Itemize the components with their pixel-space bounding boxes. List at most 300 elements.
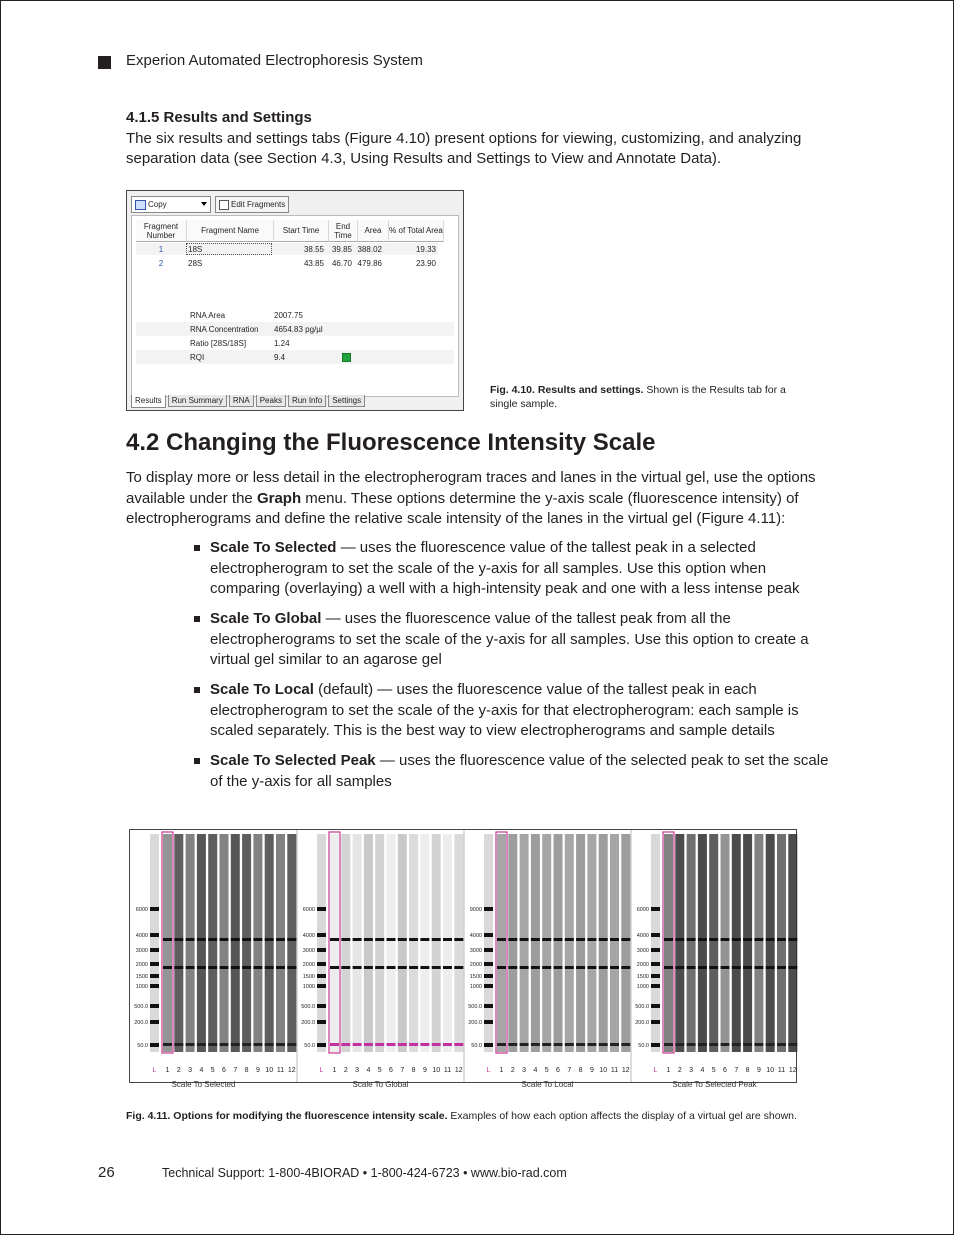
ladder-band	[317, 933, 326, 937]
band-28s	[231, 938, 240, 941]
marker-band	[664, 1043, 673, 1046]
band-18s	[208, 966, 217, 969]
ladder-tick-label: 1500	[302, 974, 315, 980]
marker-band	[287, 1043, 296, 1046]
band-18s	[621, 966, 630, 969]
marker-band	[220, 1043, 229, 1046]
ladder-tick-label: 500.0	[635, 1004, 649, 1010]
band-18s	[587, 966, 596, 969]
band-28s	[621, 938, 630, 941]
sample-lane	[220, 834, 229, 1052]
tab-run-summary[interactable]: Run Summary	[168, 395, 227, 407]
cell-percent: 19.33	[415, 244, 436, 254]
band-18s	[788, 966, 797, 969]
ladder-tick-label: 200.0	[134, 1020, 148, 1026]
band-18s	[330, 966, 339, 969]
band-28s	[687, 938, 696, 941]
lane-label: 1	[332, 1067, 337, 1074]
col-fragment-number[interactable]: Fragment Number	[136, 220, 187, 242]
band-18s	[174, 966, 183, 969]
cell-end: 39.85	[331, 244, 352, 254]
rqi-status-icon	[342, 353, 351, 362]
marker-band	[777, 1043, 786, 1046]
band-28s	[253, 938, 262, 941]
para-part-2: menu. These options determine the y-axis scale (fluorescence intensity) of electropherograms and define the relative scale intensity of the lanes in the virtual gel (Figure 4.11):	[126, 489, 799, 527]
marker-band	[554, 1043, 563, 1046]
ladder-band	[651, 948, 660, 952]
ladder-band	[651, 1020, 660, 1024]
ladder-band	[317, 1020, 326, 1024]
sample-lane	[732, 834, 741, 1052]
band-28s	[675, 938, 684, 941]
ladder-band	[484, 948, 493, 952]
results-settings-screenshot	[126, 190, 464, 411]
panel-caption: Scale To Selected Peak	[672, 1080, 757, 1089]
rna-concentration-value: 4654.83 pg/µl	[274, 324, 323, 334]
band-28s	[520, 938, 529, 941]
band-28s	[576, 938, 585, 941]
band-28s	[587, 938, 596, 941]
sample-lane	[721, 834, 730, 1052]
ladder-tick-label: 2000	[469, 962, 482, 968]
list-item	[193, 751, 833, 792]
sample-lane	[554, 834, 563, 1052]
cell-number: 1	[158, 244, 164, 254]
figure-4-11-caption	[126, 1110, 797, 1122]
panel-caption: Scale To Global	[352, 1080, 409, 1089]
sample-lane	[409, 834, 418, 1052]
ladder-band	[317, 1004, 326, 1008]
col-start-time[interactable]: Start Time	[274, 220, 329, 242]
ladder-band	[651, 974, 660, 978]
marker-band	[208, 1043, 217, 1046]
band-18s	[508, 966, 517, 969]
band-18s	[242, 966, 251, 969]
rqi-label: RQI	[190, 352, 205, 362]
ladder-tick-label: 1500	[636, 974, 649, 980]
edit-fragments-button[interactable]	[215, 196, 289, 213]
rna-concentration-row	[136, 322, 454, 336]
marker-band	[276, 1043, 285, 1046]
footer-support: Technical Support: 1-800-4BIORAD • 1-800-424-6723 • www.bio-rad.com	[162, 1166, 567, 1180]
ladder-band	[484, 1020, 493, 1024]
band-28s	[220, 938, 229, 941]
edit-icon	[219, 200, 229, 210]
band-18s	[709, 966, 718, 969]
lane-label: 4	[700, 1067, 705, 1074]
band-28s	[409, 938, 418, 941]
band-28s	[265, 938, 274, 941]
ladder-tick-label: 3000	[469, 948, 482, 954]
ladder-tick-label: 1000	[469, 984, 482, 990]
marker-band	[454, 1043, 463, 1046]
ladder-band	[651, 907, 660, 911]
marker-band	[508, 1043, 517, 1046]
lane-label: 4	[533, 1067, 538, 1074]
rqi-row	[136, 350, 454, 364]
table-row[interactable]	[136, 257, 438, 269]
marker-band	[599, 1043, 608, 1046]
sample-lane	[186, 834, 195, 1052]
ladder-band	[150, 1043, 159, 1047]
sample-lane	[599, 834, 608, 1052]
lane-label: 10	[599, 1067, 608, 1074]
sample-lane	[231, 834, 240, 1052]
list-item	[193, 609, 833, 671]
figure-4-11-caption-bold: Fig. 4.11. Options for modifying the fluorescence intensity scale.	[126, 1110, 448, 1122]
sample-lane	[208, 834, 217, 1052]
band-28s	[610, 938, 619, 941]
marker-band	[387, 1043, 396, 1046]
band-18s	[554, 966, 563, 969]
marker-band	[531, 1043, 540, 1046]
sample-lane	[454, 834, 463, 1052]
rna-summary	[136, 308, 454, 364]
rna-concentration-label: RNA Concentration	[190, 324, 259, 334]
sample-lane	[531, 834, 540, 1052]
marker-band	[398, 1043, 407, 1046]
lane-label: 12	[621, 1067, 630, 1074]
cell-name[interactable]: 18S	[186, 243, 272, 255]
tab-settings[interactable]: Settings	[328, 395, 365, 407]
ladder-tick-label: 3000	[302, 948, 315, 954]
sample-lane	[709, 834, 718, 1052]
lane-label: L	[319, 1067, 324, 1074]
band-28s	[732, 938, 741, 941]
ladder-tick-label: 3000	[135, 948, 148, 954]
ladder-tick-label: 50.0	[137, 1043, 148, 1049]
sample-lane	[398, 834, 407, 1052]
figure-4-10-caption-text: Shown is the Results tab for a single sample.	[490, 384, 786, 410]
cell-area: 388.02	[357, 244, 382, 254]
ladder-tick-label: 2000	[636, 962, 649, 968]
band-18s	[375, 966, 384, 969]
cell-start: 43.85	[303, 258, 324, 268]
band-28s	[341, 938, 350, 941]
band-18s	[163, 966, 172, 969]
lane-label: 6	[556, 1067, 560, 1074]
ladder-tick-label: 2000	[135, 962, 148, 968]
ladder-band	[484, 907, 493, 911]
band-28s	[174, 938, 183, 941]
virtual-gel-svg	[130, 830, 796, 1094]
band-28s	[197, 938, 206, 941]
sample-lane	[587, 834, 596, 1052]
ladder-band	[484, 933, 493, 937]
rqi-value: 9.4	[274, 352, 286, 362]
lane-label: 7	[567, 1067, 572, 1074]
band-18s	[353, 966, 362, 969]
lane-label: 2	[510, 1067, 515, 1074]
band-28s	[497, 938, 506, 941]
lane-label: 12	[287, 1067, 296, 1074]
band-18s	[743, 966, 752, 969]
band-18s	[432, 966, 441, 969]
band-28s	[443, 938, 452, 941]
running-header: Experion Automated Electrophoresis System	[126, 52, 423, 69]
col-end-time[interactable]: End Time	[329, 220, 358, 242]
sample-lane	[675, 834, 684, 1052]
marker-band	[743, 1043, 752, 1046]
ladder-tick-label: 4000	[135, 933, 148, 939]
band-18s	[531, 966, 540, 969]
band-18s	[576, 966, 585, 969]
band-18s	[409, 966, 418, 969]
lane-label: 5	[711, 1067, 716, 1074]
lane-label: 10	[432, 1067, 441, 1074]
marker-band	[621, 1043, 630, 1046]
lane-label: 11	[777, 1067, 786, 1074]
lane-label: 12	[788, 1067, 797, 1074]
sample-lane	[542, 834, 551, 1052]
lane-label: 6	[389, 1067, 393, 1074]
ladder-band	[317, 984, 326, 988]
ladder-band	[150, 948, 159, 952]
lane-label: 5	[544, 1067, 549, 1074]
band-18s	[443, 966, 452, 969]
ladder-band	[484, 962, 493, 966]
virtual-gel-figure	[129, 829, 797, 1089]
ladder-band	[150, 962, 159, 966]
ladder-tick-label: 1000	[135, 984, 148, 990]
ladder-tick-label: 3000	[636, 948, 649, 954]
marker-band	[520, 1043, 529, 1046]
scale-option-list	[193, 538, 833, 802]
lane-label: 9	[756, 1067, 761, 1074]
panel-caption: Scale To Local	[521, 1080, 574, 1089]
lane-label: 12	[454, 1067, 463, 1074]
copy-label: Copy	[148, 200, 167, 209]
ladder-band	[150, 984, 159, 988]
ladder-band	[150, 974, 159, 978]
col-area[interactable]: Area	[358, 220, 389, 242]
band-28s	[420, 938, 429, 941]
marker-band	[675, 1043, 684, 1046]
lane-label: 8	[244, 1067, 249, 1074]
band-18s	[766, 966, 775, 969]
lane-label: 3	[355, 1067, 360, 1074]
bullet-term: Scale To Global	[210, 610, 322, 627]
sample-lane	[432, 834, 441, 1052]
ladder-tick-label: 6000	[636, 907, 649, 913]
band-28s	[743, 938, 752, 941]
ladder-tick-label: 1500	[469, 974, 482, 980]
ladder-lane	[651, 834, 660, 1052]
ladder-lane	[484, 834, 493, 1052]
cell-number: 2	[158, 258, 164, 268]
bullet-term: Scale To Selected Peak	[210, 752, 376, 769]
ladder-tick-label: 2000	[302, 962, 315, 968]
band-28s	[276, 938, 285, 941]
band-28s	[542, 938, 551, 941]
lane-label: 5	[377, 1067, 382, 1074]
ladder-tick-label: 200.0	[635, 1020, 649, 1026]
sample-lane	[621, 834, 630, 1052]
band-28s	[186, 938, 195, 941]
marker-band	[163, 1043, 172, 1046]
copy-dropdown[interactable]	[131, 196, 211, 213]
scale-intro-paragraph	[126, 468, 831, 530]
lane-label: 7	[233, 1067, 238, 1074]
sample-lane	[766, 834, 775, 1052]
band-28s	[287, 938, 296, 941]
lane-label: 8	[578, 1067, 583, 1074]
sample-lane	[788, 834, 797, 1052]
band-18s	[197, 966, 206, 969]
band-28s	[754, 938, 763, 941]
ladder-tick-label: 4000	[469, 933, 482, 939]
cell-start: 38.55	[303, 244, 324, 254]
ladder-band	[484, 974, 493, 978]
tab-rna[interactable]: RNA	[229, 395, 254, 407]
col-percent-total-area[interactable]: % of Total Area	[389, 220, 444, 242]
ladder-band	[317, 962, 326, 966]
sample-lane	[387, 834, 396, 1052]
figure-4-10-caption-bold: Fig. 4.10. Results and settings.	[490, 384, 644, 396]
lane-label: 3	[522, 1067, 527, 1074]
ratio-label: Ratio [28S/18S]	[190, 338, 247, 348]
lane-label: 2	[176, 1067, 181, 1074]
ladder-band	[317, 1043, 326, 1047]
sample-lane	[754, 834, 763, 1052]
marker-band	[174, 1043, 183, 1046]
bullet-term: Scale To Selected	[210, 539, 337, 556]
ladder-tick-label: 1000	[636, 984, 649, 990]
marker-band	[375, 1043, 384, 1046]
ladder-lane	[317, 834, 326, 1052]
sample-lane	[341, 834, 350, 1052]
lane-label: 7	[734, 1067, 739, 1074]
band-18s	[341, 966, 350, 969]
band-18s	[599, 966, 608, 969]
bullet-text: — uses the fluorescence value of the tallest peak in a selected electropherogram to set the scale of the y-axis for all samples. Use this option when comparing (overlaying) a well with a high-intensity peak and one with a less intense peak	[210, 539, 800, 597]
lane-label: 11	[276, 1067, 285, 1074]
band-18s	[520, 966, 529, 969]
band-28s	[721, 938, 730, 941]
cell-percent: 23.90	[415, 258, 436, 268]
sample-lane	[610, 834, 619, 1052]
sample-lane	[420, 834, 429, 1052]
section-heading-4-2: 4.2 Changing the Fluorescence Intensity Scale	[126, 429, 656, 456]
band-28s	[554, 938, 563, 941]
sample-lane	[743, 834, 752, 1052]
ladder-tick-label: 6000	[302, 907, 315, 913]
sample-lane	[508, 834, 517, 1052]
results-tabs	[131, 395, 367, 407]
list-item	[193, 680, 833, 742]
marker-band	[732, 1043, 741, 1046]
lane-label: 9	[255, 1067, 260, 1074]
lane-label: 6	[222, 1067, 226, 1074]
marker-band	[721, 1043, 730, 1046]
ladder-tick-label: 1500	[135, 974, 148, 980]
marker-band	[576, 1043, 585, 1046]
bullet-text: — uses the fluorescence value of the selected peak to set the scale of the y-axis for all samples	[210, 752, 829, 790]
lane-label: 10	[265, 1067, 274, 1074]
sample-lane	[276, 834, 285, 1052]
band-28s	[565, 938, 574, 941]
figure-4-11-caption-text: Examples of how each option affects the display of a virtual gel are shown.	[447, 1110, 797, 1122]
panel-caption: Scale To Selected	[171, 1080, 236, 1089]
sample-lane	[375, 834, 384, 1052]
marker-band	[788, 1043, 797, 1046]
tab-results[interactable]: Results	[131, 395, 166, 408]
ladder-tick-label: 200.0	[468, 1020, 482, 1026]
band-18s	[542, 966, 551, 969]
band-28s	[599, 938, 608, 941]
bullet-icon	[194, 758, 200, 764]
marker-band	[709, 1043, 718, 1046]
sample-lane	[664, 834, 673, 1052]
ladder-band	[651, 933, 660, 937]
sample-lane	[698, 834, 707, 1052]
marker-band	[186, 1043, 195, 1046]
ladder-tick-label: 9000	[469, 907, 482, 913]
ladder-tick-label: 1000	[302, 984, 315, 990]
rna-area-value: 2007.75	[274, 310, 303, 320]
band-28s	[398, 938, 407, 941]
band-18s	[287, 966, 296, 969]
sample-lane	[497, 834, 506, 1052]
ladder-tick-label: 200.0	[301, 1020, 315, 1026]
table-row[interactable]	[136, 243, 438, 255]
lane-label: 10	[766, 1067, 775, 1074]
band-28s	[788, 938, 797, 941]
lane-label: 4	[366, 1067, 371, 1074]
sample-lane	[443, 834, 452, 1052]
ratio-row	[136, 336, 454, 350]
band-18s	[398, 966, 407, 969]
ladder-band	[150, 1020, 159, 1024]
ladder-band	[651, 1043, 660, 1047]
col-fragment-name[interactable]: Fragment Name	[187, 220, 274, 242]
ladder-band	[150, 907, 159, 911]
lane-label: L	[653, 1067, 658, 1074]
sample-lane	[174, 834, 183, 1052]
lane-label: 1	[165, 1067, 170, 1074]
ladder-lane	[150, 834, 159, 1052]
chevron-down-icon	[201, 202, 207, 206]
tab-peaks[interactable]: Peaks	[256, 395, 286, 407]
edit-fragments-label: Edit Fragments	[231, 200, 286, 209]
marker-band	[353, 1043, 362, 1046]
band-18s	[721, 966, 730, 969]
band-18s	[497, 966, 506, 969]
ladder-band	[484, 1004, 493, 1008]
ladder-band	[484, 984, 493, 988]
band-18s	[387, 966, 396, 969]
band-18s	[420, 966, 429, 969]
marker-band	[587, 1043, 596, 1046]
cell-name[interactable]: 28S	[188, 258, 203, 268]
ladder-tick-label: 50.0	[471, 1043, 482, 1049]
marker-band	[231, 1043, 240, 1046]
ladder-tick-label: 50.0	[638, 1043, 649, 1049]
copy-icon	[135, 200, 146, 210]
fragment-table-header	[136, 220, 444, 242]
band-18s	[565, 966, 574, 969]
bullet-text: — uses the fluorescence value of the tallest peak from all the electropherograms to set the scale of the y-axis for all samples. Use this option to create a virtual gel similar to an agarose gel	[210, 610, 809, 668]
ladder-band	[317, 907, 326, 911]
lane-label: 1	[499, 1067, 504, 1074]
lane-label: 7	[400, 1067, 405, 1074]
sample-lane	[197, 834, 206, 1052]
sample-lane	[520, 834, 529, 1052]
bullet-icon	[194, 545, 200, 551]
band-18s	[364, 966, 373, 969]
lane-label: 2	[343, 1067, 348, 1074]
tab-run-info[interactable]: Run Info	[288, 395, 326, 407]
